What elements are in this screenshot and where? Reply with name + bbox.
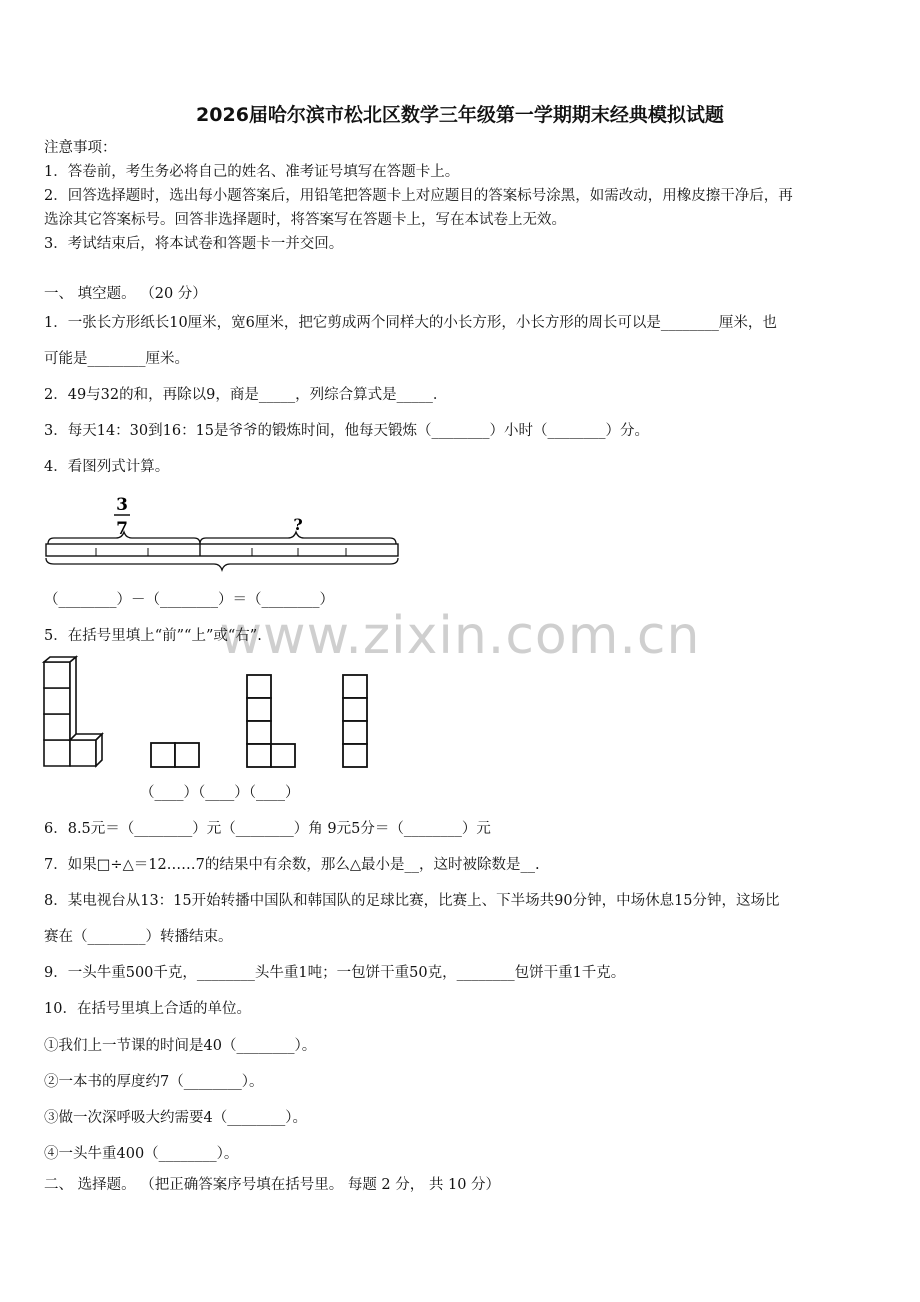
question-10-item: ④一头牛重400（________）。 [44, 1146, 239, 1162]
question-3: 3．每天14：30到16：15是爷爷的锻炼时间，他每天锻炼（________）小时（________）分。 [44, 423, 650, 439]
question-4: 4．看图列式计算。 [44, 459, 170, 475]
line-bar [46, 544, 398, 556]
question-1-line-2: 可能是________厘米。 [44, 351, 189, 367]
section-heading: 一、 填空题。 （20 分） [44, 286, 207, 302]
notice-heading: 注意事项： [44, 140, 117, 156]
fraction-denominator: 7 [116, 519, 128, 539]
watermark: www.zixin.com.cn [219, 606, 701, 666]
question-8-line-2: 赛在（________）转播结束。 [44, 929, 233, 945]
notice-item: 2．回答选择题时，选出每小题答案后，用铅笔把答题卡上对应题目的答案标号涂黑，如需改动，用橡皮擦干净后，再 [44, 188, 793, 204]
section-heading: 二、 选择题。 （把正确答案序号填在括号里。 每题 2 分， 共 10 分） [44, 1177, 501, 1193]
notice-item: 1．答卷前，考生务必将自己的姓名、准考证号填写在答题卡上。 [44, 164, 460, 180]
question-8-line-1: 8．某电视台从13：15开始转播中国队和韩国队的足球比赛，比赛上、下半场共90分钟，中场休息15分钟，这场比 [44, 893, 780, 909]
cube-stack-3d [42, 656, 106, 770]
question-10: 10．在括号里填上合适的单位。 [44, 1001, 251, 1017]
fraction-numerator: 3 [116, 495, 128, 515]
page-title: 2026届哈尔滨市松北区数学三年级第一学期期末经典模拟试题 [196, 104, 724, 126]
notice-item: 3．考试结束后，将本试卷和答题卡一并交回。 [44, 236, 344, 252]
question-4-formula: （________）－（________）＝（________） [44, 592, 334, 608]
question-10-item: ②一本书的厚度约7（________）。 [44, 1074, 264, 1090]
view-l-shape [246, 674, 296, 768]
question-10-item: ①我们上一节课的时间是40（________）。 [44, 1038, 317, 1054]
notice-item: 选涂其它答案标号。回答非选择题时，将答案写在答题卡上，写在本试卷上无效。 [44, 212, 566, 228]
question-1-line-1: 1．一张长方形纸长10厘米，宽6厘米，把它剪成两个同样大的小长方形，小长方形的周长可以是________厘米，也 [44, 315, 777, 331]
question-6: 6．8.5元＝（________）元（________）角 9元5分＝（________）元 [44, 821, 491, 837]
brace-bottom [46, 558, 398, 570]
view-two-squares [150, 742, 200, 768]
question-9: 9．一头牛重500千克，________头牛重1吨；一包饼干重50克，________包饼干重1千克。 [44, 965, 626, 981]
view-column [342, 674, 368, 768]
question-7: 7．如果□÷△＝12……7的结果中有余数，那么△最小是__，这时被除数是__. [44, 857, 540, 873]
question-2: 2．49与32的和，再除以9，商是_____，列综合算式是_____． [44, 387, 448, 403]
question-5: 5．在括号里填上“前”“上”或“右”. [44, 628, 262, 644]
segment-diagram [44, 488, 406, 576]
question-5-answers: （____）（____）（____） [140, 785, 300, 801]
question-mark: ? [293, 515, 303, 534]
question-10-item: ③做一次深呼吸大约需要4（________）。 [44, 1110, 307, 1126]
